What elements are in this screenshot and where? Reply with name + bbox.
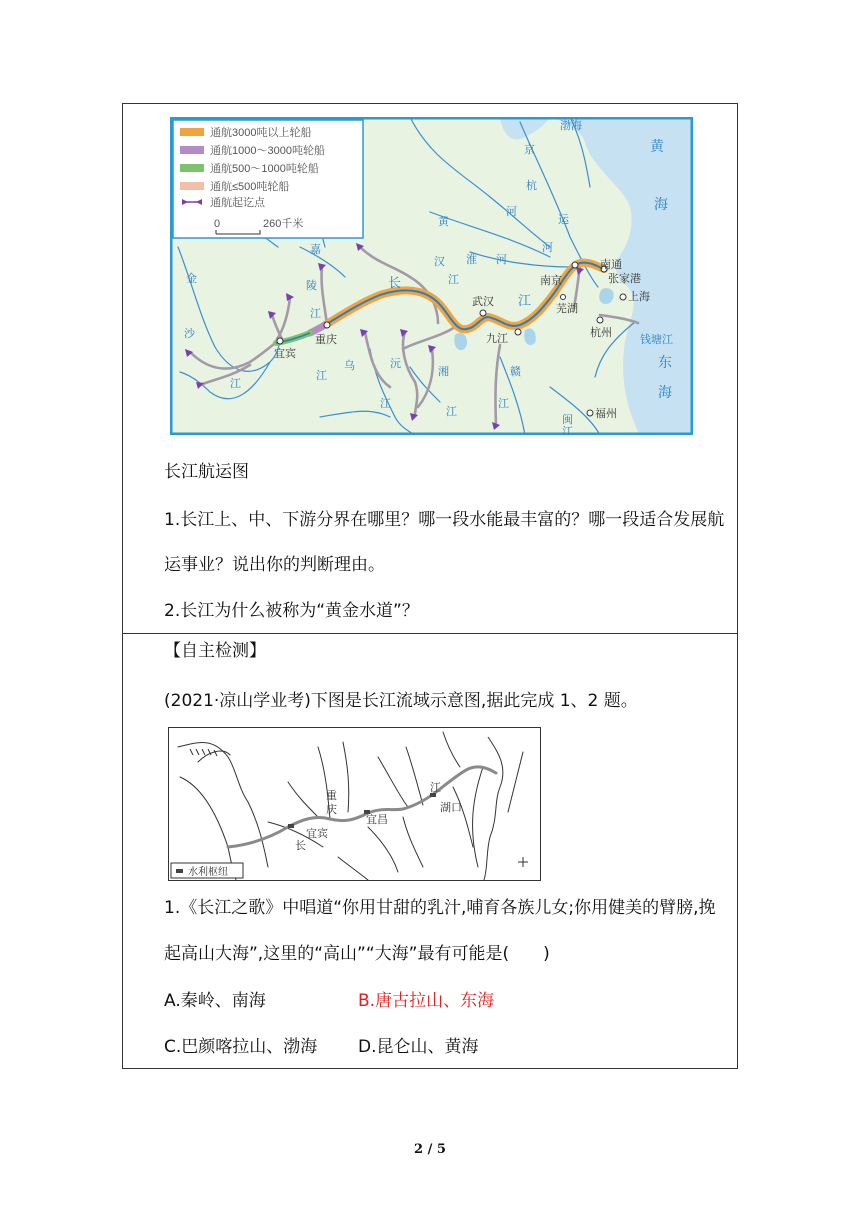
- river-label: 乌: [344, 360, 355, 372]
- legend-swatch-500: [180, 182, 204, 190]
- sea-huanghai-2: 海: [654, 196, 668, 212]
- river-label: 淮: [466, 254, 477, 266]
- river-label: 金: [186, 273, 197, 285]
- label-chongqing-1: 重: [326, 789, 337, 802]
- question-1-line-2: 运事业？说出你的判断理由。: [164, 555, 385, 575]
- map1-caption: 长江航运图: [164, 462, 249, 482]
- sea-huanghai-1: 黄: [650, 138, 664, 154]
- legend-item-5: 通航起讫点: [210, 197, 265, 209]
- mc-question-line-2: 起高山大海”,这里的“高山”“大海”最有可能是( ): [164, 944, 550, 964]
- option-b-answer: B.唐古拉山、东海: [358, 991, 495, 1011]
- dam-legend-icon: [176, 869, 183, 873]
- mc-question-line-1: 1.《长江之歌》中唱道“你用甘甜的乳汁,哺育各族儿女;你用健美的臂膀,挽: [164, 898, 716, 918]
- river-label: 闽: [562, 414, 573, 426]
- river-label: 沅: [390, 358, 401, 370]
- map2-legend-label: 水利枢纽: [188, 867, 228, 878]
- river-label: 江: [316, 370, 327, 382]
- river-label: 京: [524, 144, 535, 156]
- river-label: 赣: [510, 366, 521, 378]
- label-yibin: 宜宾: [306, 827, 328, 840]
- legend-item-3: 通航500～1000吨轮船: [210, 163, 319, 175]
- river-label: 江: [448, 274, 459, 286]
- city-chongqing: 重庆: [315, 334, 337, 346]
- river-label: 江: [310, 308, 321, 320]
- river-label: 江: [380, 398, 391, 410]
- river-label: 运: [558, 214, 569, 226]
- city-wuhan: 武汉: [472, 296, 494, 308]
- river-label: 黄: [438, 216, 449, 228]
- city-nanjing: 南京: [540, 275, 562, 287]
- question-1-line-1: 1.长江上、中、下游分界在哪里？哪一段水能最丰富的？哪一段适合发展航: [164, 510, 725, 530]
- label-chongqing-2: 庆: [326, 803, 337, 816]
- scale-zero: 0: [214, 218, 221, 230]
- city-shanghai: 上海: [628, 291, 650, 303]
- river-label: 钱塘江: [640, 334, 673, 346]
- label-hukou: 湖口: [440, 801, 462, 814]
- sea-donghai-2: 海: [658, 384, 672, 400]
- city-fuzhou: 福州: [595, 408, 617, 420]
- option-c: C.巴颜喀拉山、渤海: [164, 1037, 318, 1057]
- river-label: 汉: [434, 256, 445, 268]
- question-2: 2.长江为什么被称为“黄金水道”？: [164, 601, 419, 621]
- sea-donghai-1: 东: [658, 354, 672, 370]
- legend-item-4: 通航≤500吨轮船: [210, 181, 290, 193]
- city-hangzhou: 杭州: [590, 327, 612, 339]
- river-label: 江: [446, 406, 457, 418]
- city-nantong: 南通: [600, 259, 622, 271]
- river-label: 江: [562, 426, 573, 435]
- river-label: 杭: [526, 180, 537, 192]
- section-heading: 【自主检测】: [164, 641, 266, 661]
- legend-swatch-500-1000: [180, 164, 204, 172]
- city-yibin: 宜宾: [274, 348, 296, 360]
- page-number: 2 / 5: [414, 1142, 446, 1157]
- section-intro: (2021·凉山学业考)下图是长江流域示意图,据此完成 1、2 题。: [164, 691, 638, 711]
- legend-swatch-1000-3000: [180, 146, 204, 154]
- city-zhangjiagang: 张家港: [608, 273, 641, 285]
- scale-label: 260千米: [263, 218, 304, 230]
- label-yichang: 宜昌: [366, 813, 388, 826]
- table-divider: [122, 633, 738, 634]
- river-label: 长: [388, 275, 402, 290]
- river-label: 嘉: [310, 244, 321, 256]
- river-label: 湘: [438, 366, 449, 378]
- yangtze-navigation-map: [170, 117, 693, 435]
- option-a: A.秦岭、南海: [164, 991, 266, 1011]
- city-wuhu: 芜湖: [556, 303, 578, 315]
- option-d: D.昆仑山、黄海: [358, 1037, 479, 1057]
- river-label: 河: [496, 254, 507, 266]
- label-jiang: 江: [430, 781, 441, 794]
- river-label: 江: [230, 378, 241, 390]
- legend-swatch-3000: [180, 128, 204, 136]
- river-label: 河: [506, 206, 517, 218]
- river-label: 河: [542, 242, 553, 254]
- legend-item-2: 通航1000～3000吨轮船: [210, 145, 325, 157]
- legend-item-1: 通航3000吨以上轮船: [210, 127, 312, 139]
- river-label: 陵: [306, 280, 317, 292]
- yangtze-basin-map: [168, 727, 541, 881]
- city-jiujiang: 九江: [486, 333, 508, 345]
- river-label: 江: [498, 398, 509, 410]
- sea-bohai: 渤海: [560, 120, 582, 132]
- label-chang: 长: [295, 839, 306, 852]
- river-label: 江: [518, 293, 532, 308]
- river-label: 沙: [184, 328, 195, 340]
